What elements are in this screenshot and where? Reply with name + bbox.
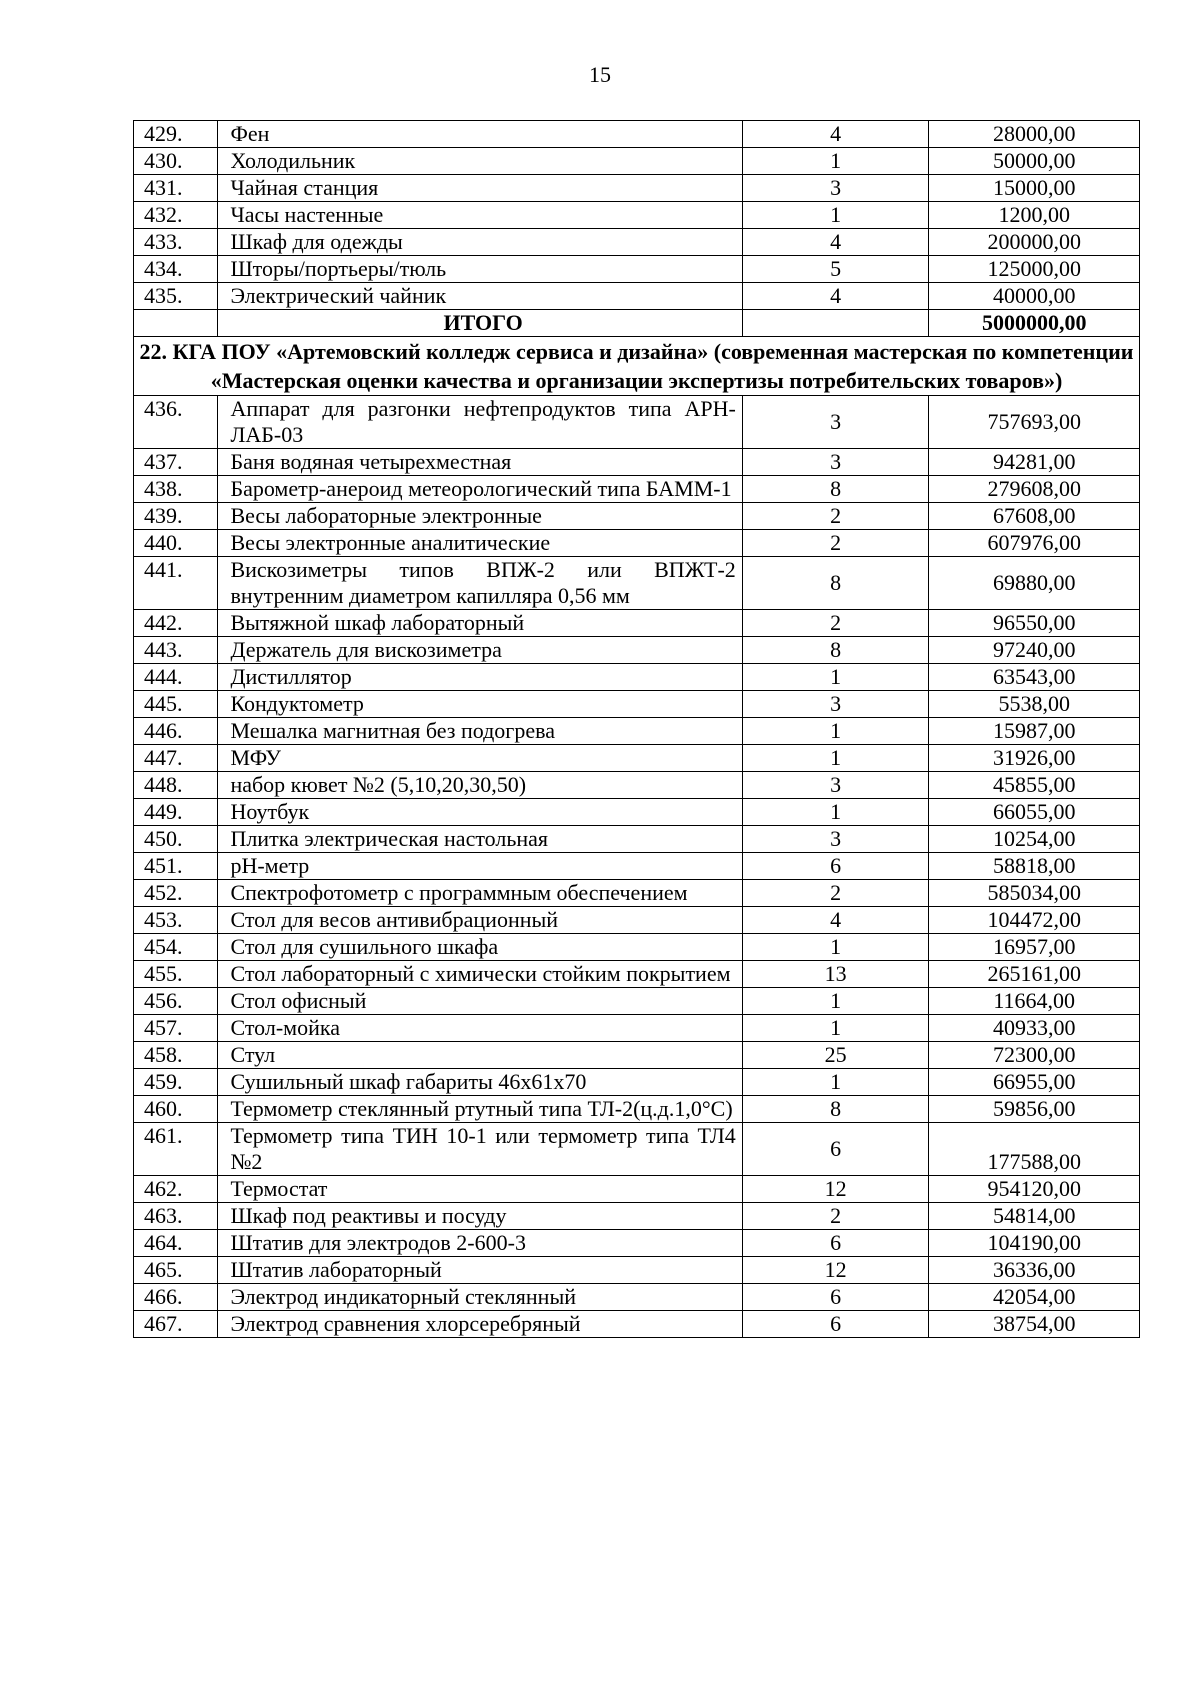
item-sum: 104472,00 [929,907,1140,934]
item-sum: 11664,00 [929,988,1140,1015]
item-sum: 607976,00 [929,530,1140,557]
item-name: Аппарат для разгонки нефтепродуктов типа АРН-ЛАБ-03 [218,396,742,449]
item-quantity: 12 [742,1176,929,1203]
table-row [134,1284,1140,1311]
item-name: Стол для весов антивибрационный [218,907,742,934]
item-quantity: 2 [742,610,929,637]
row-number: 455. [134,961,218,988]
item-name: Электрод сравнения хлорсеребряный [218,1311,742,1338]
item-quantity: 6 [742,853,929,880]
item-sum: 67608,00 [929,503,1140,530]
row-number: 462. [134,1176,218,1203]
item-name: Холодильник [218,148,742,175]
row-number: 460. [134,1096,218,1123]
row-number: 431. [134,175,218,202]
table-row [134,202,1140,229]
item-quantity: 1 [742,799,929,826]
table-row [134,1203,1140,1230]
item-quantity: 1 [742,664,929,691]
item-name: Стол офисный [218,988,742,1015]
item-name: Электрод индикаторный стеклянный [218,1284,742,1311]
item-sum: 16957,00 [929,934,1140,961]
item-sum: 96550,00 [929,610,1140,637]
table-row [134,853,1140,880]
item-quantity: 3 [742,396,929,449]
table-row [134,1069,1140,1096]
item-sum: 59856,00 [929,1096,1140,1123]
table-row [134,121,1140,148]
item-quantity: 6 [742,1123,929,1176]
item-sum: 42054,00 [929,1284,1140,1311]
item-sum: 31926,00 [929,745,1140,772]
row-number: 453. [134,907,218,934]
item-quantity: 8 [742,1096,929,1123]
row-number: 448. [134,772,218,799]
table-row [134,907,1140,934]
item-sum: 69880,00 [929,557,1140,610]
row-number: 442. [134,610,218,637]
table-row [134,530,1140,557]
row-number: 438. [134,476,218,503]
item-quantity: 6 [742,1311,929,1338]
item-quantity: 4 [742,907,929,934]
item-name: Шкаф под реактивы и посуду [218,1203,742,1230]
table-body-upper [134,121,1140,310]
item-quantity: 3 [742,826,929,853]
item-quantity: 1 [742,148,929,175]
row-number: 439. [134,503,218,530]
item-sum: 585034,00 [929,880,1140,907]
table-row [134,799,1140,826]
table-row [134,148,1140,175]
item-quantity: 1 [742,202,929,229]
row-number: 429. [134,121,218,148]
item-sum: 94281,00 [929,449,1140,476]
row-number: 452. [134,880,218,907]
table-row [134,772,1140,799]
item-quantity: 4 [742,121,929,148]
item-name: Термостат [218,1176,742,1203]
item-quantity: 6 [742,1284,929,1311]
section-header-row [134,337,1140,396]
item-sum: 54814,00 [929,1203,1140,1230]
item-quantity: 1 [742,1069,929,1096]
item-name: Шторы/портьеры/тюль [218,256,742,283]
total-section [134,310,1140,396]
item-quantity: 3 [742,772,929,799]
item-sum: 15987,00 [929,718,1140,745]
row-number: 463. [134,1203,218,1230]
item-quantity: 1 [742,718,929,745]
item-name: Кондуктометр [218,691,742,718]
item-name: Барометр-анероид метеорологический типа БАММ-1 [218,476,742,503]
row-number: 446. [134,718,218,745]
table-row [134,988,1140,1015]
item-name: Термометр стеклянный ртутный типа ТЛ-2(ц.д.1,0°С) [218,1096,742,1123]
row-number: 436. [134,396,218,449]
item-sum: 125000,00 [929,256,1140,283]
row-number: 441. [134,557,218,610]
item-name: pH-метр [218,853,742,880]
item-quantity: 3 [742,175,929,202]
item-name: Весы электронные аналитические [218,530,742,557]
section-title: 22. КГА ПОУ «Артемовский колледж сервиса и дизайна» (современная мастерская по компетенции «Мастерская оценки качества и организации экспертизы потребительских товаров») [134,337,1140,396]
row-number: 447. [134,745,218,772]
item-quantity: 1 [742,1015,929,1042]
row-number: 430. [134,148,218,175]
item-name: Держатель для вискозиметра [218,637,742,664]
row-number: 444. [134,664,218,691]
table-row [134,449,1140,476]
item-sum: 15000,00 [929,175,1140,202]
row-number: 464. [134,1230,218,1257]
table-row [134,1257,1140,1284]
table-row [134,1176,1140,1203]
item-name: Штатив лабораторный [218,1257,742,1284]
item-sum: 97240,00 [929,637,1140,664]
total-sum: 5000000,00 [929,310,1140,337]
item-sum: 40000,00 [929,283,1140,310]
table-row [134,745,1140,772]
row-number: 458. [134,1042,218,1069]
table-row [134,1123,1140,1176]
row-number: 433. [134,229,218,256]
item-sum: 200000,00 [929,229,1140,256]
item-sum: 1200,00 [929,202,1140,229]
item-sum: 28000,00 [929,121,1140,148]
item-quantity: 8 [742,476,929,503]
item-sum: 40933,00 [929,1015,1140,1042]
row-number: 445. [134,691,218,718]
item-sum: 45855,00 [929,772,1140,799]
total-number-cell [134,310,218,337]
item-name: Стол для сушильного шкафа [218,934,742,961]
item-name: Мешалка магнитная без подогрева [218,718,742,745]
row-number: 459. [134,1069,218,1096]
item-name: набор кювет №2 (5,10,20,30,50) [218,772,742,799]
item-name: Спектрофотометр с программным обеспечением [218,880,742,907]
item-quantity: 25 [742,1042,929,1069]
row-number: 449. [134,799,218,826]
item-sum: 38754,00 [929,1311,1140,1338]
item-sum: 279608,00 [929,476,1140,503]
table-row [134,718,1140,745]
item-name: Баня водяная четырехместная [218,449,742,476]
total-label: ИТОГО [218,310,742,337]
item-name: Ноутбук [218,799,742,826]
item-quantity: 5 [742,256,929,283]
total-row [134,310,1140,337]
item-name: Электрический чайник [218,283,742,310]
table-row [134,691,1140,718]
item-quantity: 8 [742,637,929,664]
item-sum: 104190,00 [929,1230,1140,1257]
item-quantity: 4 [742,283,929,310]
item-name: Дистиллятор [218,664,742,691]
item-name: Плитка электрическая настольная [218,826,742,853]
item-name: МФУ [218,745,742,772]
table-row [134,664,1140,691]
item-name: Весы лабораторные электронные [218,503,742,530]
row-number: 466. [134,1284,218,1311]
item-sum: 36336,00 [929,1257,1140,1284]
item-sum: 177588,00 [929,1123,1140,1176]
item-name: Штатив для электродов 2-600-3 [218,1230,742,1257]
row-number: 435. [134,283,218,310]
item-quantity: 1 [742,745,929,772]
table-row [134,880,1140,907]
equipment-table [133,120,1140,1338]
item-sum: 5538,00 [929,691,1140,718]
table-row [134,1096,1140,1123]
table-row [134,256,1140,283]
item-sum: 58818,00 [929,853,1140,880]
item-sum: 265161,00 [929,961,1140,988]
item-quantity: 8 [742,557,929,610]
item-name: Стул [218,1042,742,1069]
item-sum: 50000,00 [929,148,1140,175]
table-row [134,1311,1140,1338]
item-quantity: 3 [742,449,929,476]
item-quantity: 2 [742,880,929,907]
table-row [134,283,1140,310]
item-quantity: 1 [742,934,929,961]
item-name: Термометр типа ТИН 10-1 или термометр типа ТЛ4 №2 [218,1123,742,1176]
item-name: Шкаф для одежды [218,229,742,256]
item-name: Стол-мойка [218,1015,742,1042]
item-sum: 954120,00 [929,1176,1140,1203]
row-number: 456. [134,988,218,1015]
table-row [134,1015,1140,1042]
item-name: Сушильный шкаф габариты 46х61х70 [218,1069,742,1096]
table-row [134,826,1140,853]
item-sum: 72300,00 [929,1042,1140,1069]
table-row [134,961,1140,988]
item-name: Чайная станция [218,175,742,202]
table-row [134,396,1140,449]
row-number: 437. [134,449,218,476]
table-row [134,610,1140,637]
table-row [134,637,1140,664]
item-sum: 63543,00 [929,664,1140,691]
item-quantity: 2 [742,530,929,557]
row-number: 432. [134,202,218,229]
row-number: 434. [134,256,218,283]
table-row [134,934,1140,961]
total-qty-cell [742,310,929,337]
row-number: 461. [134,1123,218,1176]
row-number: 467. [134,1311,218,1338]
table-row [134,503,1140,530]
table-body-lower [134,396,1140,1338]
page-number: 15 [589,62,611,87]
row-number: 450. [134,826,218,853]
table-row [134,1042,1140,1069]
item-quantity: 6 [742,1230,929,1257]
item-name: Стол лабораторный с химически стойким покрытием [218,961,742,988]
item-name: Вискозиметры типов ВПЖ-2 или ВПЖТ-2 внутренним диаметром капилляра 0,56 мм [218,557,742,610]
table-row [134,476,1140,503]
row-number: 465. [134,1257,218,1284]
item-name: Часы настенные [218,202,742,229]
item-quantity: 12 [742,1257,929,1284]
item-quantity: 3 [742,691,929,718]
row-number: 451. [134,853,218,880]
item-name: Фен [218,121,742,148]
item-sum: 757693,00 [929,396,1140,449]
row-number: 457. [134,1015,218,1042]
table-row [134,557,1140,610]
row-number: 443. [134,637,218,664]
item-quantity: 13 [742,961,929,988]
item-quantity: 2 [742,503,929,530]
item-quantity: 4 [742,229,929,256]
item-sum: 10254,00 [929,826,1140,853]
table-row [134,175,1140,202]
item-sum: 66055,00 [929,799,1140,826]
item-sum: 66955,00 [929,1069,1140,1096]
row-number: 440. [134,530,218,557]
table-row [134,229,1140,256]
item-name: Вытяжной шкаф лабораторный [218,610,742,637]
item-quantity: 2 [742,1203,929,1230]
row-number: 454. [134,934,218,961]
item-quantity: 1 [742,988,929,1015]
table-row [134,1230,1140,1257]
